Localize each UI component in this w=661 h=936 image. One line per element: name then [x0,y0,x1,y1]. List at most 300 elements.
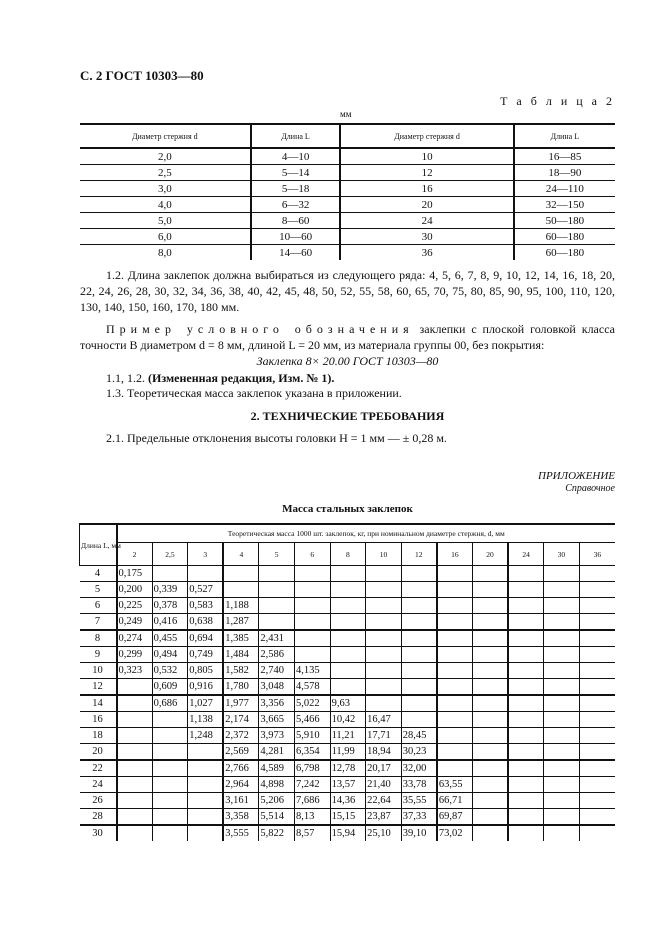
diameter-header: 2,5 [152,543,188,566]
diameter-header: 5 [259,543,295,566]
designation: Заклепка 8× 20.00 ГОСТ 10303—80 [256,354,439,368]
mass-cell: 39,10 [401,825,437,841]
mass-cell [366,614,402,631]
mass-cell: 7,686 [294,793,330,809]
table2-cell: 20 [340,197,513,213]
mass-cell [401,630,437,647]
mass-cell [188,744,224,761]
mass-cell [259,598,295,614]
diameter-header: 4 [223,543,259,566]
table2-cell: 10 [340,148,513,165]
mass-cell [401,679,437,696]
table-row [80,744,616,761]
mass-cell: 15,94 [330,825,366,841]
mass-cell [401,598,437,614]
mass-cell [544,695,580,712]
table2-cell: 24—110 [514,181,615,197]
mass-cell [330,663,366,679]
mass-cell [117,712,153,728]
mass-cell [544,825,580,841]
table2-cell: 12 [340,165,513,181]
mass-cell [366,598,402,614]
mass-cell [437,663,473,679]
mass-cell [508,647,544,663]
mass-cell: 6,798 [294,760,330,777]
table2-col-header: Длина L [251,124,341,148]
mass-cell [401,566,437,582]
mass-cell: 8,13 [294,809,330,826]
mass-cell [366,582,402,598]
mass-cell: 0,686 [152,695,188,712]
table2-cell: 8,0 [157,246,172,259]
mass-cell: 0,274 [117,630,153,647]
mass-cell: 0,638 [188,614,224,631]
mass-cell: 1,138 [188,712,224,728]
mass-cell: 25,10 [366,825,402,841]
mass-cell: 1,385 [223,630,259,647]
mass-cell [152,825,188,841]
table2 [80,123,615,260]
mass-cell [294,630,330,647]
mass-cell [579,728,615,744]
table-row [80,197,615,213]
p11-prefix: 1.1, 1.2. [106,371,148,385]
mass-cell [544,744,580,761]
mass-cell: 11,99 [330,744,366,761]
mass-cell [472,647,508,663]
table2-cell: 2,0 [80,148,251,165]
mass-cell [472,614,508,631]
mass-cell [366,647,402,663]
mass-cell [508,679,544,696]
mass-cell: 0,916 [188,679,224,696]
mass-cell [508,825,544,841]
length-cell: 22 [80,760,117,777]
mass-cell: 3,356 [259,695,295,712]
length-cell: 28 [80,809,117,826]
mass-cell [366,679,402,696]
mass-cell [223,582,259,598]
mass-cell [294,598,330,614]
mass-cell [544,809,580,826]
table2-cell: 32—150 [514,197,615,213]
table2-label: Т а б л и ц а 2 [500,94,615,108]
mass-cell: 2,372 [223,728,259,744]
mass-cell: 12,78 [330,760,366,777]
table-row [80,793,616,809]
mass-cell: 30,23 [401,744,437,761]
page-header: С. 2 ГОСТ 10303—80 [80,68,204,83]
mass-cell [508,663,544,679]
mass-cell [508,695,544,712]
mass-cell [366,695,402,712]
mass-cell: 1,977 [223,695,259,712]
mass-cell [544,647,580,663]
mass-cell: 13,57 [330,777,366,793]
mass-cell [437,695,473,712]
mass-cell [188,825,224,841]
mass-cell [152,712,188,728]
mass-cell [259,566,295,582]
table-row [80,598,616,614]
table-row [80,566,616,582]
mass-cell: 17,71 [366,728,402,744]
length-cell: 4 [80,566,117,582]
mass-cell [472,598,508,614]
mass-cell [294,582,330,598]
table-row [80,229,615,245]
mass-cell [508,614,544,631]
mass-cell [437,744,473,761]
mass-cell [437,614,473,631]
diameter-header: 30 [544,543,580,566]
mass-cell [401,582,437,598]
mass-cell: 4,135 [294,663,330,679]
mass-cell [401,712,437,728]
mass-cell [223,566,259,582]
mass-cell [437,647,473,663]
mass-cell [544,663,580,679]
mass-cell [472,744,508,761]
mass-cell: 0,527 [188,582,224,598]
mass-cell [117,809,153,826]
mass-cell: 0,225 [117,598,153,614]
mass-cell [508,712,544,728]
diameter-header: 8 [330,543,366,566]
mass-cell: 1,780 [223,679,259,696]
mass-cell: 16,47 [366,712,402,728]
mass-cell: 2,586 [259,647,295,663]
mass-cell: 0,416 [152,614,188,631]
p11-bold: (Измененная редакция, Изм. № 1). [148,371,335,385]
table2-cell: 10—60 [251,229,341,245]
mass-cell [366,566,402,582]
table2-cell: 2,5 [80,165,251,181]
diameter-header: 6 [294,543,330,566]
paragraph-2-1: 2.1. Предельные отклонения высоты головки H = 1 мм — ± 0,28 м. [106,431,447,445]
mass-cell [579,614,615,631]
mass-cell: 3,973 [259,728,295,744]
diameter-header: 10 [366,543,402,566]
mass-cell [437,679,473,696]
mass-cell [544,777,580,793]
mass-cell: 4,898 [259,777,295,793]
mass-cell [294,566,330,582]
table2-cell: 5—18 [251,181,341,197]
mass-cell [330,598,366,614]
mass-cell: 37,33 [401,809,437,826]
mass-cell [544,598,580,614]
mass-cell [152,728,188,744]
mass-cell [330,647,366,663]
mass-cell [472,728,508,744]
mass-cell [472,679,508,696]
mass-cell [188,760,224,777]
mass-cell [544,728,580,744]
mass-cell: 0,749 [188,647,224,663]
mass-cell [579,647,615,663]
table-row [80,630,616,647]
mass-cell [579,777,615,793]
mass-cell [152,566,188,582]
mass-cell [579,809,615,826]
mass-cell: 2,766 [223,760,259,777]
mass-cell: 0,609 [152,679,188,696]
mass-cell: 63,55 [437,777,473,793]
table-row [80,712,616,728]
example-rest: заклепки с плоской головкой класса точности В диаметром d = 8 мм, длиной L = 20 мм, из материала группы 00, без покрытия: [80,322,616,352]
mass-cell: 2,431 [259,630,295,647]
mass-cell [579,712,615,728]
mass-cell: 73,02 [437,825,473,841]
mass-cell [330,614,366,631]
table-row [80,777,616,793]
table-row [80,809,616,826]
mass-cell [508,728,544,744]
table2-cell: 60—180 [514,229,615,245]
mass-cell: 1,582 [223,663,259,679]
table-row [80,245,615,261]
mass-cell [472,760,508,777]
paragraph-1-1 [80,370,615,386]
mass-cell: 32,00 [401,760,437,777]
diameter-header: 36 [579,543,615,566]
table-row [80,181,615,197]
mass-table [79,523,615,841]
length-cell: 8 [80,630,117,647]
mass-cell: 4,281 [259,744,295,761]
mass-cell [544,793,580,809]
length-cell: 14 [80,695,117,712]
mass-cell [544,679,580,696]
example-spaced: Пример условного обозначения [106,322,414,336]
mass-cell: 5,822 [259,825,295,841]
mass-cell [152,793,188,809]
table2-cell: 6—32 [251,197,341,213]
mass-cell [437,566,473,582]
mass-cell: 10,42 [330,712,366,728]
mass-cell [472,825,508,841]
mass-cell [152,744,188,761]
mass-cell [437,582,473,598]
mass-table-title: Масса стальных заклепок [282,503,413,515]
mass-cell: 33,78 [401,777,437,793]
mass-cell [472,793,508,809]
diameter-header: 24 [508,543,544,566]
mass-cell [472,566,508,582]
mass-cell [508,582,544,598]
appendix-label: ПРИЛОЖЕНИЕ [538,470,615,482]
mass-cell [579,663,615,679]
mass-cell: 8,57 [294,825,330,841]
table2-cell: 4,0 [80,197,251,213]
mass-cell: 22,64 [366,793,402,809]
length-header: Длина L, мм [80,524,117,566]
mass-cell [508,566,544,582]
mass-cell [401,647,437,663]
mass-cell [117,744,153,761]
mass-cell [508,760,544,777]
mass-cell: 0,339 [152,582,188,598]
table-row [80,728,616,744]
mass-cell: 2,174 [223,712,259,728]
mass-cell [437,760,473,777]
table2-cell: 8—60 [251,213,341,229]
mass-cell: 0,323 [117,663,153,679]
mass-cell [401,695,437,712]
mass-cell: 0,175 [117,566,153,582]
mass-cell [437,598,473,614]
mass-cell [437,630,473,647]
mass-cell [437,712,473,728]
mass-cell: 0,455 [152,630,188,647]
diameter-header: 12 [401,543,437,566]
mass-cell [117,793,153,809]
mass-cell: 69,87 [437,809,473,826]
table-row [80,825,616,841]
length-cell: 16 [80,712,117,728]
table2-cell: 3,0 [80,181,251,197]
mass-cell: 1,188 [223,598,259,614]
mass-cell: 7,242 [294,777,330,793]
table2-cell: 5,0 [80,213,251,229]
table-row [80,647,616,663]
mass-cell [330,566,366,582]
mass-cell [544,712,580,728]
mass-cell: 0,805 [188,663,224,679]
table2-col-header: Длина L [514,124,615,148]
mass-cell [188,777,224,793]
mass-cell [508,809,544,826]
mass-cell [472,663,508,679]
mass-cell: 20,17 [366,760,402,777]
mass-cell [188,793,224,809]
table-row [80,213,615,229]
mass-cell: 21,40 [366,777,402,793]
mass-cell: 1,248 [188,728,224,744]
table2-cell: 24 [340,213,513,229]
table2-cell: 4—10 [251,148,341,165]
mass-cell: 0,249 [117,614,153,631]
table-row [80,614,616,631]
table2-cell: 16—85 [514,148,615,165]
length-cell: 5 [80,582,117,598]
mass-cell [579,679,615,696]
section-2-title: 2. ТЕХНИЧЕСКИЕ ТРЕБОВАНИЯ [250,409,445,423]
table2-cell: 6,0 [80,229,251,245]
mass-cell [117,760,153,777]
mass-cell: 66,71 [437,793,473,809]
mass-cell [330,630,366,647]
diameter-header: 16 [437,543,473,566]
table2-cell: 36 [340,245,513,261]
mass-cell [544,614,580,631]
mass-cell: 0,694 [188,630,224,647]
table2-cell: 5—14 [251,165,341,181]
diameter-header: 2 [117,543,153,566]
table-row [80,695,616,712]
diameter-header: 20 [472,543,508,566]
table2-cell: 60—180 [514,245,615,261]
mass-cell: 0,583 [188,598,224,614]
mass-cell [330,679,366,696]
mass-cell: 2,964 [223,777,259,793]
table2-cell: 30 [340,229,513,245]
mass-cell: 1,027 [188,695,224,712]
mass-cell [579,793,615,809]
table2-cell: 16 [340,181,513,197]
mass-cell [366,630,402,647]
mass-cell: 3,048 [259,679,295,696]
paragraph-example [80,321,615,353]
table-row [80,760,616,777]
mass-cell [472,809,508,826]
diameter-header: 3 [188,543,224,566]
length-cell: 7 [80,614,117,631]
mass-cell [472,695,508,712]
mass-cell [152,777,188,793]
mass-cell: 3,358 [223,809,259,826]
mass-cell [579,630,615,647]
mass-cell: 6,354 [294,744,330,761]
mass-cell [117,679,153,696]
table2-cell: 14—60 [251,245,341,261]
table-row [80,582,616,598]
table2-cell: 18—90 [514,165,615,181]
mass-cell [472,630,508,647]
length-cell: 12 [80,679,117,696]
mass-cell [437,728,473,744]
mass-cell: 1,287 [223,614,259,631]
mass-cell [579,825,615,841]
mass-cell [294,614,330,631]
mass-cell [544,566,580,582]
mass-cell [544,582,580,598]
mass-cell [544,630,580,647]
mass-cell [117,728,153,744]
mass-cell [579,744,615,761]
mass-cell: 1,484 [223,647,259,663]
paragraph-1-3: 1.3. Теоретическая масса заклепок указана в приложении. [106,386,402,400]
mass-cell [294,647,330,663]
mass-cell: 15,15 [330,809,366,826]
length-cell: 10 [80,663,117,679]
mass-cell: 3,665 [259,712,295,728]
mass-cell: 5,466 [294,712,330,728]
mass-cell: 0,532 [152,663,188,679]
length-cell: 24 [80,777,117,793]
mass-cell: 18,94 [366,744,402,761]
length-cell: 6 [80,598,117,614]
mass-cell: 28,45 [401,728,437,744]
mass-cell [472,582,508,598]
mass-cell [579,582,615,598]
table-row [80,165,615,181]
mass-cell [152,760,188,777]
mass-cell: 0,378 [152,598,188,614]
mass-cell: 5,022 [294,695,330,712]
mass-cell: 11,21 [330,728,366,744]
table2-unit: мм [340,109,352,119]
table2-col-header: Диаметр стержня d [80,124,251,148]
mass-cell: 0,200 [117,582,153,598]
mass-cell [188,566,224,582]
mass-cell [330,582,366,598]
mass-cell [472,777,508,793]
table2-cell: 50—180 [514,213,615,229]
mass-cell: 5,910 [294,728,330,744]
mass-cell [508,630,544,647]
